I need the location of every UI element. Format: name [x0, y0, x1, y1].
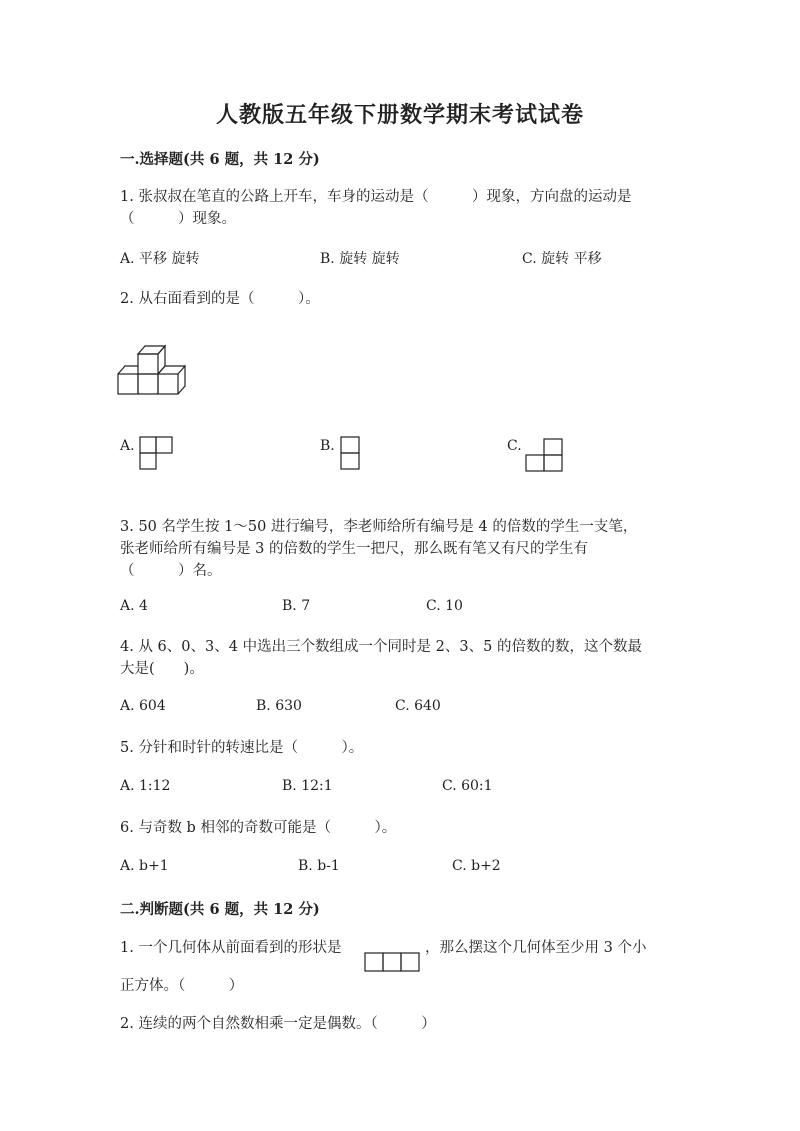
page-title: 人教版五年级下册数学期末考试试卷 [215, 102, 584, 128]
question-6-text: 6. 与奇数 b 相邻的奇数可能是（ ）。 [120, 820, 397, 836]
option-c-view-figure-icon [526, 439, 564, 473]
section-heading-choice: 一.选择题(共 6 题，共 12 分) [120, 151, 320, 168]
question-2-text: 2. 从右面看到的是（ ）。 [120, 291, 320, 307]
question-3-line3: （ ）名。 [120, 563, 222, 579]
question-6-option-a[interactable]: A. b+1 [120, 858, 169, 874]
question-1-option-a[interactable]: A. 平移 旋转 [120, 251, 200, 267]
judgement-1-line2: 正方体。（ ） [120, 978, 244, 994]
option-b-view-figure-icon [341, 437, 361, 471]
option-a-view-figure-icon [140, 437, 174, 471]
question-5-text: 5. 分针和时针的转速比是（ ）。 [120, 740, 364, 756]
question-2-option-c[interactable]: C. [507, 438, 522, 454]
judgement-2-text: 2. 连续的两个自然数相乘一定是偶数。（ ） [120, 1016, 436, 1032]
question-3-option-c[interactable]: C. 10 [426, 598, 463, 614]
question-1-option-c[interactable]: C. 旋转 平移 [522, 251, 602, 267]
question-4-option-b[interactable]: B. 630 [256, 698, 302, 714]
section-heading-judgement: 二.判断题(共 6 题，共 12 分) [120, 901, 320, 918]
question-3-option-b[interactable]: B. 7 [282, 598, 311, 614]
question-4-line1: 4. 从 6、0、3、4 中选出三个数组成一个同时是 2、3、5 的倍数的数，这个数最 [120, 639, 642, 655]
question-3-option-a[interactable]: A. 4 [120, 598, 148, 614]
judgement-1-part1: 1. 一个几何体从前面看到的形状是 [120, 940, 342, 956]
judgement-1-part2: ，那么摆这个几何体至少用 3 个小 [425, 940, 647, 956]
question-5-option-b[interactable]: B. 12:1 [282, 778, 333, 794]
question-4-option-c[interactable]: C. 640 [395, 698, 441, 714]
question-1-line2: （ ）现象。 [120, 211, 236, 227]
question-3-line1: 3. 50 名学生按 1～50 进行编号，李老师给所有编号是 4 的倍数的学生一支笔， [120, 519, 638, 535]
question-4-line2: 大是( )。 [120, 661, 204, 677]
question-2-option-a[interactable]: A. [120, 438, 135, 454]
stacked-cubes-figure-icon [118, 340, 190, 396]
question-2-option-b[interactable]: B. [320, 438, 335, 454]
question-5-option-c[interactable]: C. 60:1 [442, 778, 493, 794]
question-5-option-a[interactable]: A. 1:12 [120, 778, 171, 794]
question-3-line2: 张老师给所有编号是 3 的倍数的学生一把尺，那么既有笔又有尺的学生有 [120, 541, 588, 557]
question-6-option-b[interactable]: B. b-1 [298, 858, 340, 874]
question-1-line1: 1. 张叔叔在笔直的公路上开车，车身的运动是（ ）现象，方向盘的运动是 [120, 189, 632, 205]
question-6-option-c[interactable]: C. b+2 [452, 858, 501, 874]
question-4-option-a[interactable]: A. 604 [120, 698, 166, 714]
three-squares-row-figure-icon [365, 952, 423, 974]
question-1-option-b[interactable]: B. 旋转 旋转 [320, 251, 400, 267]
